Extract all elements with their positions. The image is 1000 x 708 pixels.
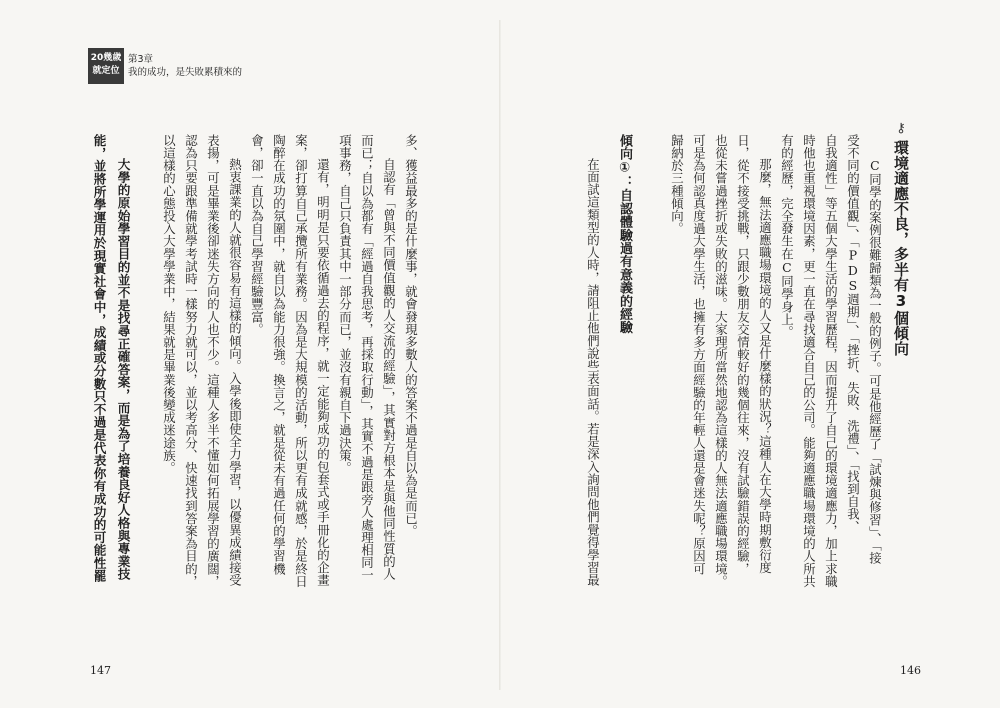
key-icon: ⚷ — [896, 121, 906, 136]
chapter-header — [128, 53, 242, 79]
body-line: 自認有「曾與不同價值觀的人交流的經驗」，其實對方根本是與他同性質的人 — [381, 158, 397, 581]
body-line: 熱衷課業的人就很容易有這樣的傾向。入學後即使全力學習，以優異成績接受 — [227, 158, 243, 587]
chapter-label: 第3章 — [128, 54, 154, 65]
body-line: 時他也重視環境因素，更一直在尋找適合自己的公司。能夠適應職場環境的人所共 — [801, 134, 817, 588]
body-line: 會，卻一直以為自己學習經驗豐富。 — [249, 134, 265, 336]
body-line: 表揚，可是畢業後卻迷失方向的人也不少。這種人多半不懂如何拓展學習的廣闊， — [205, 134, 221, 588]
body-line: 認為只要跟準備就學考試時一樣努力就可以，並以考高分、快速找到答案為目的， — [183, 134, 199, 588]
body-line: 可是為何認真度過大學生活，也擁有多方面經驗的年輕人還是會迷失呢？原因可 — [691, 134, 707, 575]
body-line: 以這樣的心態投入大學學業中，結果就是畢業後變成迷途族。 — [161, 134, 177, 475]
body-line: 還有，明明是只要依循過去的程序，就一定能夠成功的包套式或手冊化的企畫 — [315, 158, 331, 587]
page-number-right: 146 — [900, 664, 921, 677]
body-line: 案，卻打算自己承攬所有業務。因為是大規模的活動，所以更有成就感，於是終日 — [293, 134, 309, 588]
body-line: 那麼，無法適應職場環境的人又是什麼樣的狀況？這種人在大學時期敷衍度 — [757, 158, 773, 574]
body-line: C同學的案例很難歸類為一般的例子。可是他經歷了「試煉與修習」、「接 — [867, 158, 883, 564]
page-number-left: 147 — [90, 664, 111, 677]
body-line: 陶醉在成功的氛圍中，就自以為能力很強。換言之，就是從未有過任何的學習機 — [271, 134, 287, 575]
body-line: 而已；自以為都有「經過自我思考，再採取行動」，其實不過是跟旁人處理相同一 — [359, 134, 375, 582]
body-line: 有的經歷，完全發生在C同學身上。 — [779, 134, 795, 339]
body-line: 多、獲益最多的是什麼事，就會發現多數人的答案不過是自以為是而已。 — [403, 134, 419, 538]
body-line: 自我適性」等五個大學生活的學習歷程，因而提升了自己的環境適應力，加上求職 — [823, 134, 839, 588]
chapter-title: 我的成功，是失敗累積來的 — [128, 67, 243, 78]
body-line: 歸納於三種傾向。 — [669, 134, 685, 235]
tendency-heading: 傾向①：自認體驗過有意義的經驗 — [617, 134, 632, 334]
emphasis-line: 大學的原始學習目的並不是找尋正確答案，而是為了培養良好人格與專業技 — [115, 158, 131, 581]
body-line: 日，從不接受挑戰，只跟少數朋友交情較好的幾個往來，沒有試驗錯誤的經驗， — [735, 134, 751, 575]
body-line: 受不同的價值觀」、「PDS週期」、「挫折、失敗、洗禮」、「找到自我、 — [845, 134, 861, 533]
book-title-badge: 20幾歲 就定位 — [88, 48, 124, 84]
emphasis-line: 能，並將所學運用於現實社會中，成績或分數只不過是代表你有成功的可能性罷 — [91, 134, 107, 582]
body-line: 也從未嘗過挫折或失敗的滋味。大家理所當然地認為這樣的人無法適應職場環境。 — [713, 134, 729, 588]
section-heading: 環境適應不良，多半有3個傾向 — [892, 140, 910, 356]
body-line: 項事務，自己只負責其中一部分而已，並沒有親自下過決策。 — [337, 134, 353, 475]
body-line: 在面試這類型的人時，請阻止他們說些表面話。若是深入詢問他們覺得學習最 — [585, 158, 601, 587]
page-gutter — [499, 20, 501, 690]
